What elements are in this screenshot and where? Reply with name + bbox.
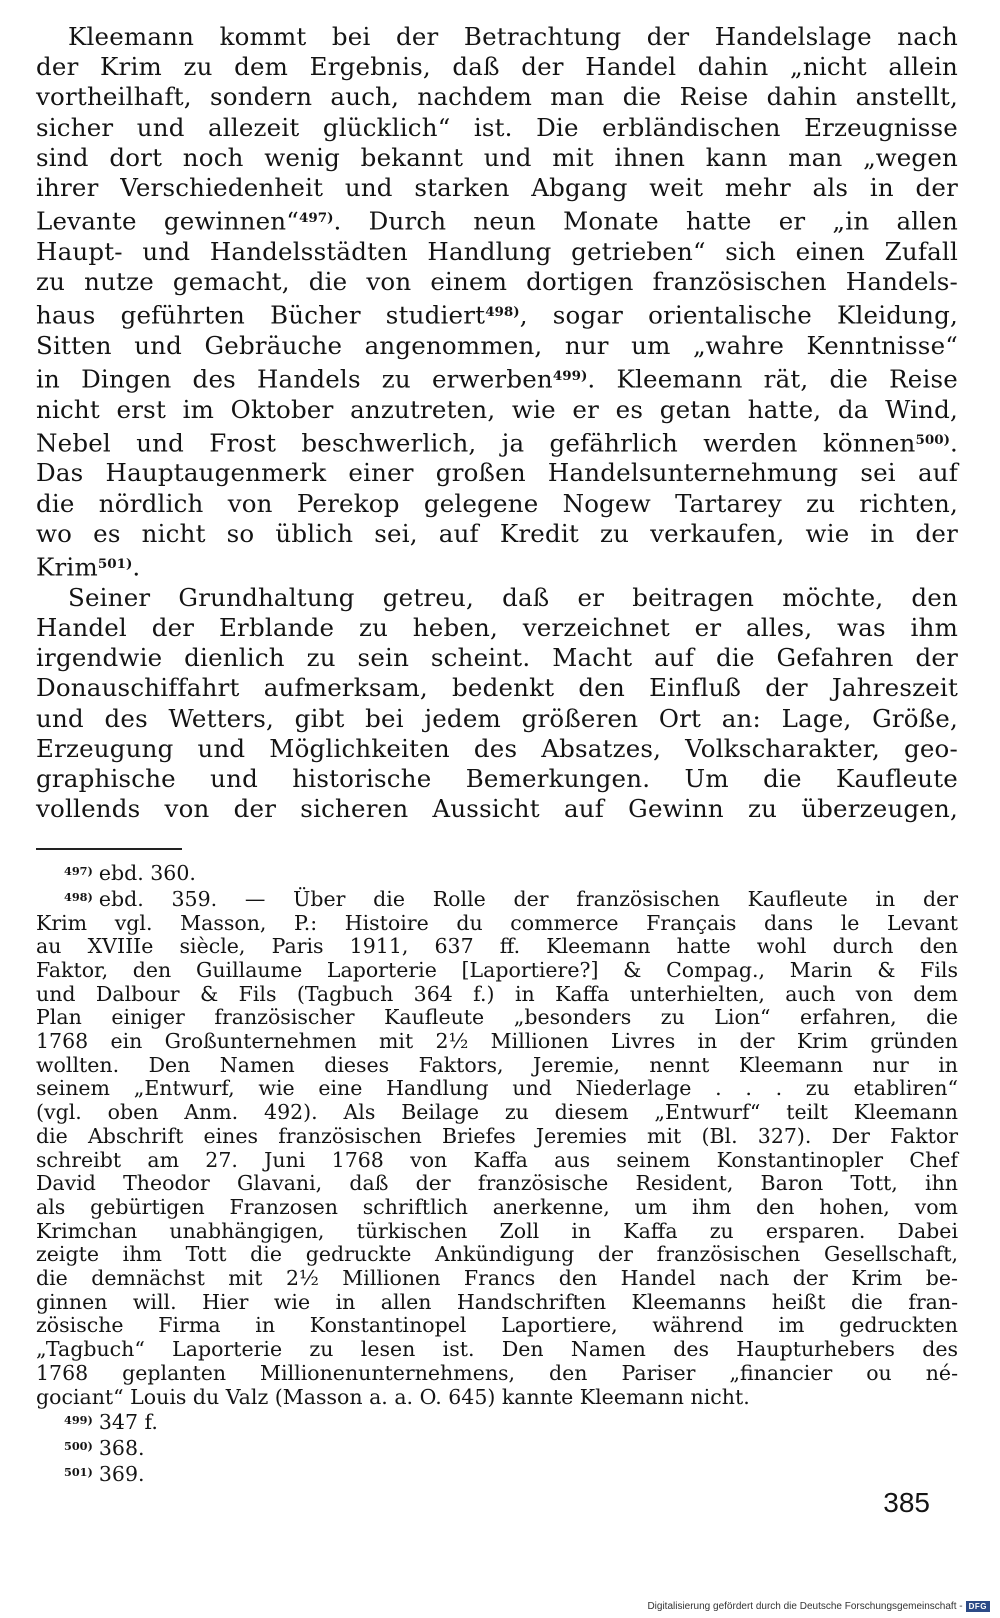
footnote-line: „Tagbuch“ Laporterie zu lesen ist. Den Namen des Haupturhebers des: [36, 1337, 958, 1362]
digitization-credit: [647, 1601, 990, 1612]
footnote-ref[interactable]: 500): [915, 431, 950, 448]
footnote-line: (vgl. oben Anm. 492). Als Beilage zu diesem „Entwurf“ teilt Kleemann: [36, 1100, 958, 1125]
text-line: und des Wetters, gibt bei jedem größeren Ort an: Lage, Größe,: [36, 703, 958, 733]
footnote-text: 368.: [98, 1436, 145, 1461]
text-line: vollends von der sicheren Aussicht auf Gewinn zu überzeugen,: [36, 794, 958, 824]
text-line: zu nutze gemacht, die von einem dortigen französischen Handels-: [36, 267, 958, 297]
text-line: [36, 549, 958, 583]
footnotes: [36, 860, 958, 1487]
text-line: Donauschiffahrt aufmerksam, bedenkt den Einfluß der Jahreszeit: [36, 673, 958, 703]
footnote-line: au XVIIIe siècle, Paris 1911, 637 ff. Kleemann hatte wohl durch den: [36, 934, 958, 959]
text-line: [36, 203, 958, 237]
footnote-number: 498): [64, 889, 93, 904]
text-line: sicher und allezeit glücklich“ ist. Die erbländischen Erzeugnisse: [36, 112, 958, 142]
footnote-line: Faktor, den Guillaume Laporterie [Laportiere?] & Compag., Marin & Fils: [36, 957, 958, 982]
footnote-line: die demnächst mit 2½ Millionen Francs den Handel nach der Krim be-: [36, 1266, 958, 1291]
footnote-line: gociant“ Louis du Valz (Masson a. a. O. 645) kannte Kleemann nicht.: [36, 1384, 750, 1409]
text-segment: in Dingen des Handels zu erwerben: [36, 364, 553, 394]
text-line: Kleemann kommt bei der Betrachtung der Handelslage nach: [68, 22, 958, 51]
text-line: [36, 361, 958, 395]
footnote-number: 499): [64, 1413, 93, 1428]
footnote-number: 497): [64, 864, 93, 878]
text-line: [36, 425, 958, 459]
footnote-ref[interactable]: 497): [299, 210, 334, 227]
footnote-divider: [36, 848, 182, 850]
text-segment: Krim: [36, 552, 98, 582]
footnote-500: [36, 1435, 958, 1461]
text-segment: .: [950, 428, 958, 458]
footnote-line: Krimchan unabhängigen, türkischen Zoll in Kaffa zu ersparen. Dabei: [36, 1218, 958, 1243]
footnote-line: als gebürtigen Franzosen schriftlich anerkenne, um ihm den hohen, vom: [36, 1194, 958, 1219]
text-segment: . Durch neun Monate hatte er „in allen: [333, 206, 958, 236]
credit-text: Digitalisierung gefördert durch die Deutsche Forschungsgemeinschaft -: [647, 1601, 963, 1612]
footnote-ref[interactable]: 498): [485, 304, 520, 321]
footnote-text: ebd. 359. — Über die Rolle der französischen Kaufleute in der: [98, 886, 958, 911]
footnote-text: 347 f.: [98, 1410, 158, 1435]
text-line: irgendwie dienlich zu sein scheint. Macht auf die Gefahren der: [36, 643, 958, 673]
text-line: Handel der Erblande zu heben, verzeichnet er alles, was ihm: [36, 612, 958, 642]
text-line: Haupt- und Handelsstädten Handlung getrieben“ sich einen Zufall: [36, 236, 958, 266]
text-segment: Levante gewinnen“: [36, 206, 300, 236]
text-segment: . Kleemann rät, die Reise: [587, 364, 959, 394]
footnote-line: die Abschrift eines französischen Briefes Jeremies mit (Bl. 327). Der Faktor: [36, 1123, 958, 1148]
footnote-line: 1768 geplanten Millionenunternehmens, den Pariser „financier ou né-: [36, 1360, 958, 1385]
footnote-line: schreibt am 27. Juni 1768 von Kaffa aus seinem Konstantinopler Chef: [36, 1147, 958, 1172]
footnote-line: zeigte ihm Tott die gedruckte Ankündigung der französischen Gesellschaft,: [36, 1242, 958, 1267]
footnote-499: [36, 1409, 958, 1435]
footnote-number: 500): [64, 1439, 93, 1454]
text-line: Erzeugung und Möglichkeiten des Absatzes, Volkscharakter, geo-: [36, 733, 958, 763]
footnote-line: seinem „Entwurf, wie eine Handlung und Niederlage . . . zu etabliren“: [36, 1076, 958, 1101]
footnote-text: 369.: [98, 1461, 145, 1486]
footnote-line: 1768 ein Großunternehmen mit 2½ Millionen Livres in der Krim gründen: [36, 1029, 958, 1054]
text-segment: .: [132, 552, 141, 582]
text-line: Das Hauptaugenmerk einer großen Handelsunternehmung sei auf: [36, 458, 958, 488]
footnote-line: David Theodor Glavani, daß der französische Resident, Baron Tott, ihn: [36, 1171, 958, 1196]
text-line: [36, 297, 958, 331]
text-line: nicht erst im Oktober anzutreten, wie er es getan hatte, da Wind,: [36, 394, 958, 424]
text-line: Seiner Grundhaltung getreu, daß er beitragen möchte, den: [68, 582, 958, 612]
footnote-number: 501): [64, 1464, 93, 1479]
footnote-ref[interactable]: 499): [552, 368, 588, 385]
footnote-501: [36, 1461, 958, 1487]
footnote-text: ebd. 360.: [98, 861, 196, 886]
footnote-line: zösische Firma in Konstantinopel Laportiere, während im gedruckten: [36, 1313, 958, 1338]
text-line: die nördlich von Perekop gelegene Nogew Tartarey zu richten,: [36, 488, 958, 518]
footnote-line: wollten. Den Namen dieses Faktors, Jeremie, nennt Kleemann nur in: [36, 1052, 958, 1077]
footnote-line: und Dalbour & Fils (Tagbuch 364 f.) in Kaffa unterhielten, auch von dem: [36, 981, 958, 1006]
footnote-ref[interactable]: 501): [97, 556, 133, 573]
text-line: graphische und historische Bemerkungen. Um die Kaufleute: [36, 763, 958, 793]
text-line: wo es nicht so üblich sei, auf Kredit zu verkaufen, wie in der: [36, 518, 958, 548]
text-line: ihrer Verschiedenheit und starken Abgang weit mehr als in der: [36, 173, 958, 203]
dfg-logo-icon: DFG: [966, 1601, 990, 1612]
text-line: vortheilhaft, sondern auch, nachdem man die Reise dahin anstellt,: [36, 82, 958, 112]
footnote-line: ginnen will. Hier wie in allen Handschriften Kleemanns heißt die fran-: [36, 1289, 958, 1314]
main-text: [36, 22, 958, 824]
text-line: Sitten und Gebräuche angenommen, nur um „wahre Kenntnisse“: [36, 330, 958, 360]
footnote-line: Plan einiger französischer Kaufleute „besonders zu Lion“ erfahren, die: [36, 1005, 958, 1030]
footnote-497: [36, 860, 958, 886]
text-line: der Krim zu dem Ergebnis, daß der Handel dahin „nicht allein: [36, 52, 958, 82]
text-line: sind dort noch wenig bekannt und mit ihnen kann man „wegen: [36, 142, 958, 172]
footnote-line: Krim vgl. Masson, P.: Histoire du commerce Français dans le Levant: [36, 910, 958, 935]
text-segment: haus geführten Bücher studiert: [36, 300, 486, 330]
text-segment: Nebel und Frost beschwerlich, ja gefährlich werden können: [36, 428, 916, 458]
footnote-498: [36, 886, 958, 912]
text-segment: , sogar orientalische Kleidung,: [519, 300, 958, 330]
page-number: 385: [883, 1487, 930, 1518]
